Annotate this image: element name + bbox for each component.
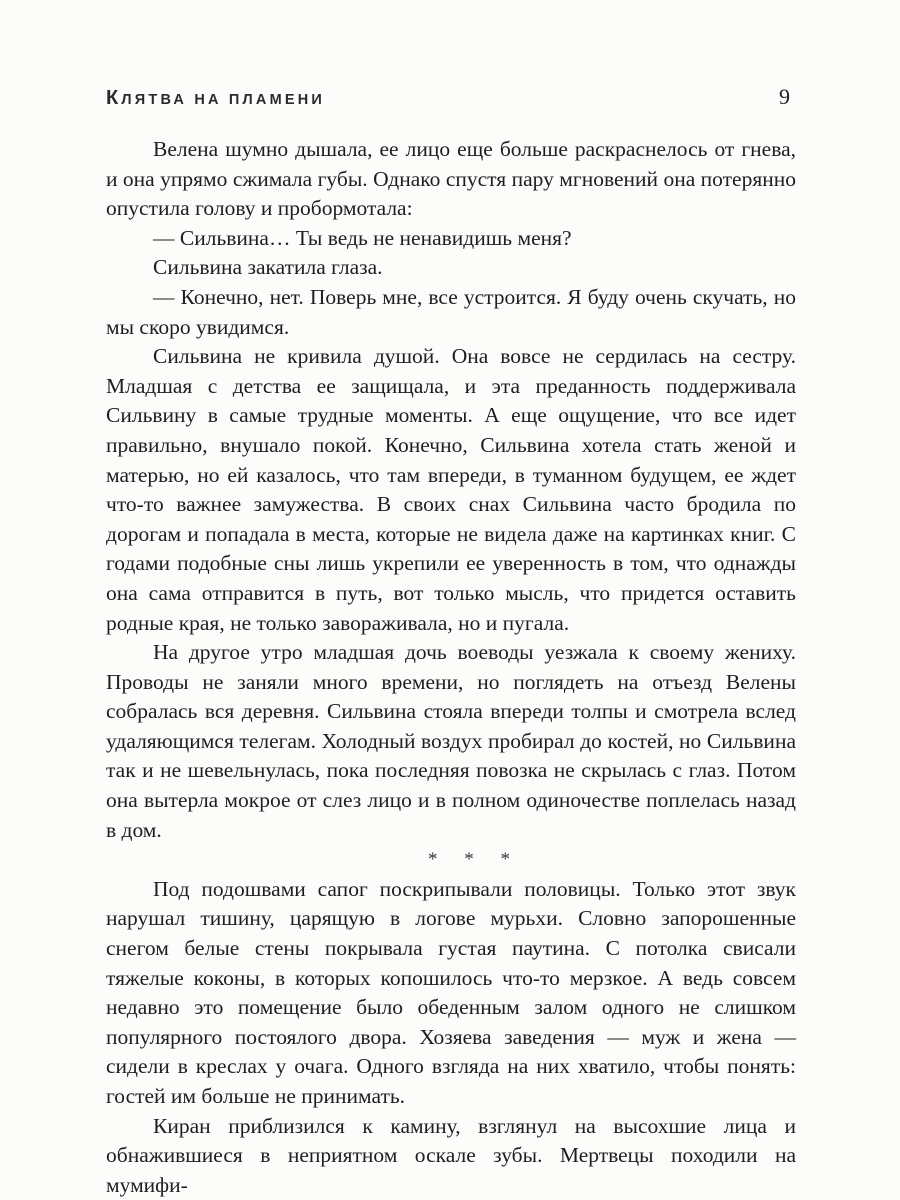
- running-header: [106, 84, 796, 110]
- paragraph: Сильвина закатила глаза.: [153, 255, 383, 280]
- paragraph: Велена шумно дышала, ее лицо еще больше раскраснелось от гнева, и она упрямо сжимала губы. Однако спустя пару мгновений она потерянно опустила голову и пробормотала:: [106, 137, 796, 221]
- paragraph: Киран приблизился к камину, взглянул на высохшие лица и обнажившиеся в неприятном оскале зубы. Мертвецы походили на мумифи-: [106, 1113, 796, 1197]
- page-text: [106, 135, 796, 1200]
- paragraph: Под подошвами сапог поскрипывали половицы. Только этот звук нарушал тишину, царящую в логове мурьхи. Словно запорошенные снегом белые стены покрывала густая паутина. С потолка свисали тяжелые коконы, в которых копошилось что-то мерзкое. А ведь совсем недавно это помещение было обеденным залом одного не слишком популярного постоялого двора. Хозяева заведения — муж и жена — сидели в креслах у очага. Одного взгляда на них хватило, чтобы понять: гостей им больше не принимать.: [106, 876, 796, 1108]
- page-number: 9: [779, 84, 790, 109]
- paragraph-dialogue: — Сильвина… Ты ведь не ненавидишь меня?: [153, 225, 572, 250]
- paragraph: На другое утро младшая дочь воеводы уезжала к своему жениху. Проводы не заняли много времени, но поглядеть на отъезд Велены собралась вся деревня. Сильвина стояла впереди толпы и смотрела вслед удаляющимся телегам. Холодный воздух пробирал до костей, но Сильвина так и не шевельнулась, пока последняя повозка не скрылась с глаз. Потом она вытерла мокрое от слез лицо и в полном одиночестве поплелась назад в дом.: [106, 640, 796, 842]
- paragraph-dialogue: — Конечно, нет. Поверь мне, все устроится. Я буду очень скучать, но мы скоро увидимся.: [106, 284, 796, 339]
- section-break: * * *: [428, 849, 521, 871]
- running-title: КЛЯТВА НА ПЛАМЕНИ: [106, 87, 326, 109]
- paragraph: Сильвина не кривила душой. Она вовсе не сердилась на сестру. Младшая с детства ее защищала, и эта преданность поддерживала Сильвину в самые трудные моменты. А еще ощущение, что все идет правильно, внушало покой. Конечно, Сильвина хотела стать женой и матерью, но ей казалось, что там впереди, в туманном будущем, ее ждет что-то важнее замужества. В своих снах Сильвина часто бродила по дорогам и попадала в места, которые не видела даже на картинках книг. С годами подобные сны лишь укрепили ее уверенность в том, что однажды она сама отправится в путь, вот только мысль, что придется оставить родные края, не только завораживала, но и пугала.: [106, 344, 796, 635]
